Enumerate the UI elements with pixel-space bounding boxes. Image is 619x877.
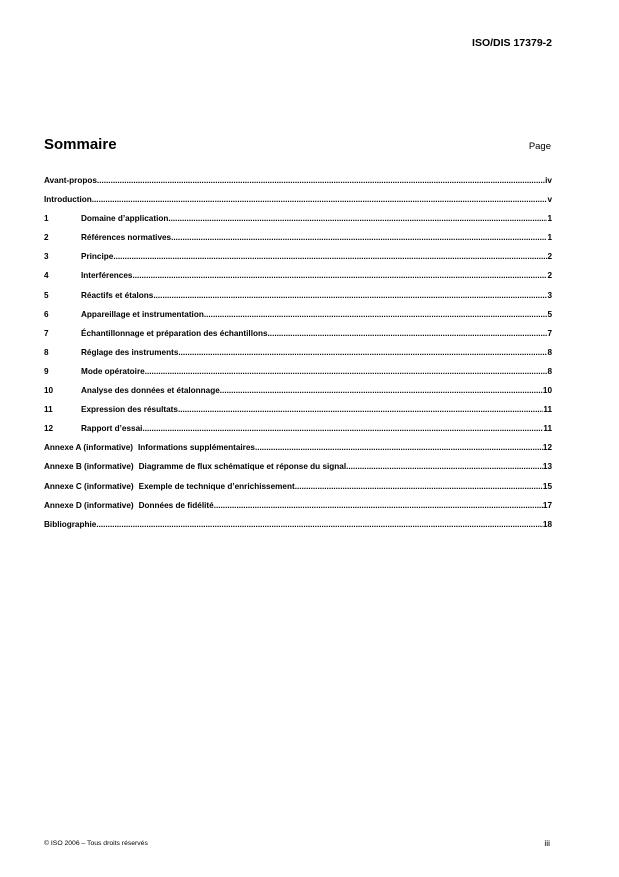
- toc-entry-page: iv: [545, 176, 552, 185]
- toc-entry-label: Exemple de technique d’enrichissement: [138, 481, 295, 491]
- dot-leader: [204, 310, 548, 319]
- toc-entry-5[interactable]: [44, 291, 552, 310]
- toc-entry-7[interactable]: [44, 329, 552, 348]
- toc-entry-page: 3: [547, 290, 552, 300]
- toc-entry-page: 5: [547, 309, 552, 319]
- toc-entry-label: Références normatives: [81, 233, 172, 243]
- toc-entry-2[interactable]: [44, 233, 552, 252]
- toc-entry-annex-a[interactable]: [44, 443, 552, 462]
- page-number: iii: [544, 838, 550, 848]
- dot-leader: [145, 367, 548, 376]
- toc-entry-page: 1: [547, 233, 552, 243]
- toc-entry-label: Analyse des données et étalonnage: [81, 386, 220, 396]
- toc-entry-9[interactable]: [44, 367, 552, 386]
- toc-title: Sommaire: [44, 136, 117, 153]
- toc-entry-annex-c[interactable]: [44, 482, 552, 501]
- toc-entry-page: 11: [543, 405, 552, 415]
- dot-leader: [97, 176, 545, 185]
- toc-entry-label: Réglage des instruments: [81, 347, 179, 357]
- toc-entry-introduction[interactable]: [44, 195, 552, 214]
- toc-entry-label: Rapport d’essai: [81, 424, 143, 434]
- dot-leader: [178, 348, 547, 357]
- toc-entry-page: 8: [547, 347, 552, 357]
- toc-entry-8[interactable]: [44, 348, 552, 367]
- toc-entry-label: Données de fidélité: [138, 500, 214, 510]
- toc-entry-number: 10: [44, 386, 54, 396]
- dot-leader: [214, 501, 543, 510]
- toc-entry-number: 9: [44, 366, 49, 376]
- toc-entry-page: 10: [542, 386, 552, 396]
- toc-entry-number: 6: [44, 309, 49, 319]
- toc-entry-label: Mode opératoire: [81, 366, 145, 376]
- toc-entry-label: Appareillage et instrumentation: [81, 309, 204, 319]
- toc-entry-annex-d[interactable]: [44, 501, 552, 520]
- toc-entry-number: 3: [44, 252, 49, 262]
- toc-entry-label: Bibliographie: [44, 519, 97, 529]
- dot-leader: [178, 405, 543, 414]
- toc-entry-page: 8: [547, 366, 552, 376]
- document-id: ISO/DIS 17379-2: [472, 37, 552, 49]
- toc-entry-number: 1: [44, 214, 49, 224]
- toc-entry-number: 8: [44, 347, 49, 357]
- toc-entry-label: Informations supplémentaires: [138, 443, 255, 453]
- toc-entry-label: Introduction: [44, 195, 92, 205]
- copyright-notice: © ISO 2006 – Tous droits réservés: [44, 840, 148, 847]
- toc-entry-number: 12: [44, 424, 54, 434]
- dot-leader: [220, 386, 543, 395]
- toc-entry-number: 2: [44, 233, 49, 243]
- toc-entry-bibliographie[interactable]: [44, 520, 552, 539]
- dot-leader: [113, 252, 547, 261]
- toc-entry-page: 7: [547, 328, 552, 338]
- toc-entry-label: Avant-propos: [44, 176, 97, 185]
- toc-annex-prefix: Annexe C (informative): [44, 481, 134, 491]
- dot-leader: [295, 482, 543, 491]
- toc-entry-label: Diagramme de flux schématique et réponse du signal: [138, 462, 347, 472]
- dot-leader: [255, 443, 543, 452]
- toc-entry-page: v: [547, 195, 552, 205]
- toc-entry-page: 2: [547, 271, 552, 281]
- toc-entry-annex-b[interactable]: [44, 462, 552, 481]
- toc-entry-avant-propos[interactable]: [44, 176, 552, 195]
- toc-annex-prefix: Annexe A (informative): [44, 443, 134, 453]
- table-of-contents: [44, 176, 552, 539]
- dot-leader: [346, 462, 543, 471]
- toc-entry-11[interactable]: [44, 405, 552, 424]
- dot-leader: [132, 271, 547, 280]
- toc-entry-page: 18: [542, 519, 552, 529]
- toc-entry-label: Échantillonnage et préparation des échantillons: [81, 328, 268, 338]
- toc-entry-page: 17: [542, 500, 552, 510]
- toc-entry-10[interactable]: [44, 386, 552, 405]
- toc-entry-page: 1: [547, 214, 552, 224]
- dot-leader: [153, 291, 547, 300]
- toc-entry-label: Principe: [81, 252, 114, 262]
- toc-entry-3[interactable]: [44, 252, 552, 271]
- dot-leader: [96, 520, 543, 529]
- toc-annex-prefix: Annexe D (informative): [44, 500, 134, 510]
- toc-entry-1[interactable]: [44, 214, 552, 233]
- toc-entry-page: 15: [542, 481, 552, 491]
- toc-entry-label: Réactifs et étalons: [81, 290, 154, 300]
- dot-leader: [92, 195, 548, 204]
- page-column-label: Page: [528, 141, 551, 152]
- toc-entry-label: Expression des résultats: [81, 405, 178, 415]
- toc-entry-number: 4: [44, 271, 49, 281]
- toc-entry-number: 11: [44, 405, 53, 415]
- toc-entry-page: 2: [547, 252, 552, 262]
- dot-leader: [268, 329, 548, 338]
- toc-entry-12[interactable]: [44, 424, 552, 443]
- dot-leader: [168, 214, 547, 223]
- toc-annex-prefix: Annexe B (informative): [44, 462, 134, 472]
- toc-entry-page: 12: [542, 443, 552, 453]
- toc-entry-page: 11: [543, 424, 552, 434]
- toc-entry-label: Interférences: [81, 271, 133, 281]
- toc-entry-label: Domaine d’application: [81, 214, 169, 224]
- toc-entry-number: 7: [44, 328, 49, 338]
- toc-entry-number: 5: [44, 290, 49, 300]
- dot-leader: [171, 233, 547, 242]
- toc-entry-4[interactable]: [44, 271, 552, 290]
- toc-entry-6[interactable]: [44, 310, 552, 329]
- dot-leader: [142, 424, 543, 433]
- toc-entry-page: 13: [542, 462, 552, 472]
